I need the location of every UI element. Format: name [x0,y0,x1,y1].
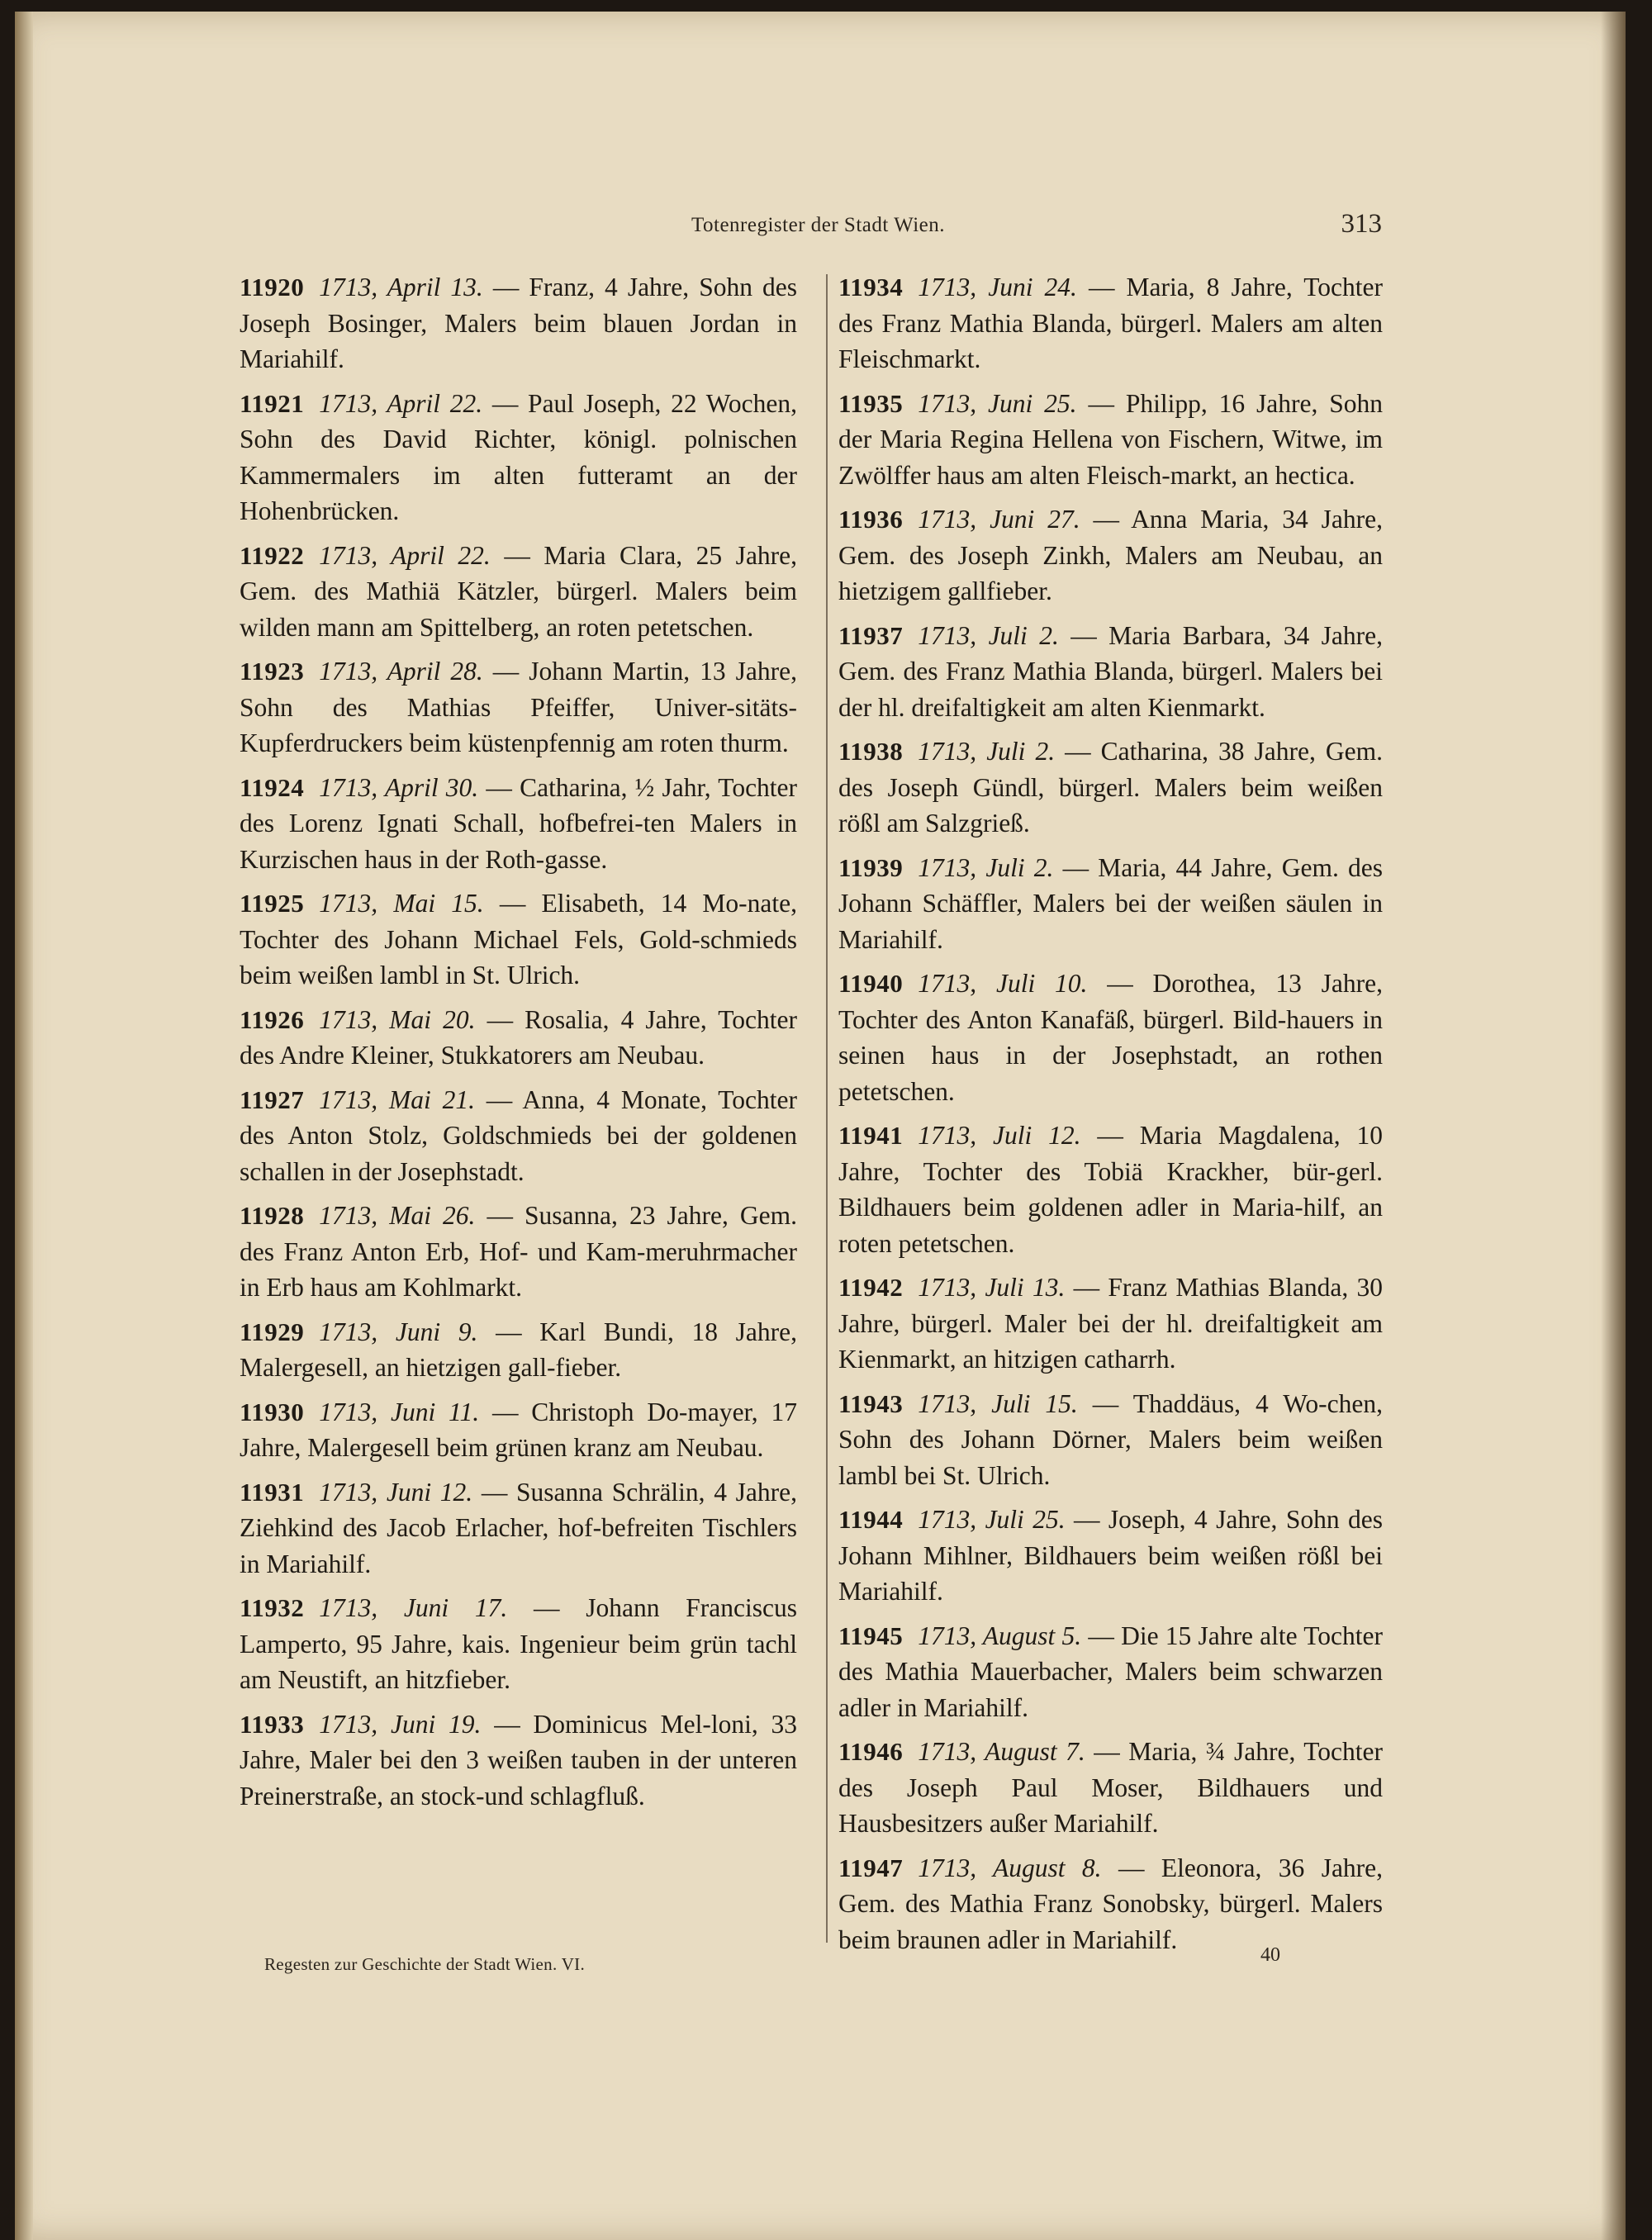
entry-text: — Joseph, 4 Jahre, Sohn des Johann Mihlner, Bildhauers beim weißen rößl bei Mariahilf. [838,1505,1383,1606]
entry-date: 1713, Juli 15. [918,1388,1078,1418]
entry-number: 11931 [240,1477,305,1507]
entry-date: 1713, April 28. [319,657,483,686]
entry-number: 11947 [838,1853,904,1882]
entry-date: 1713, Juli 2. [918,737,1056,766]
left-column [240,269,797,1822]
page-number: 313 [1341,209,1382,239]
register-entry [825,1502,1383,1610]
entry-text: — Philipp, 16 Jahre, Sohn der Maria Regina Hellena von Fischern, Witwe, im Zwölffer haus am alten Fleisch-markt, an hectica. [838,388,1384,490]
register-entry [240,1314,797,1386]
register-entry [825,1618,1383,1726]
entry-number: 11925 [240,889,305,918]
entry-date: 1713, Juni 25. [918,388,1077,418]
entry-date: 1713, Juni 19. [319,1709,482,1739]
entry-date: 1713, Juli 13. [918,1273,1066,1302]
entry-text: — Maria Barbara, 34 Jahre, Gem. des Franz Mathia Blanda, bürgerl. Malers bei der hl. dreifaltigkeit am alten Kienmarkt. [838,620,1383,722]
entry-date: 1713, Mai 21. [319,1084,475,1114]
register-entry [240,538,797,646]
entry-text: — Maria, 8 Jahre, Tochter des Franz Mathia Blanda, bürgerl. Malers am alten Fleischmarkt. [838,273,1384,373]
entry-text: — Christoph Do-mayer, 17 Jahre, Malergesell beim grünen kranz am Neubau. [240,1397,797,1462]
entry-text: — Franz Mathias Blanda, 30 Jahre, bürgerl. Maler bei der hl. dreifaltigkeit am Kienmarkt, an hitzigen catharrh. [838,1273,1383,1374]
entry-date: 1713, Juni 12. [319,1477,473,1507]
register-entry [825,1734,1383,1842]
entry-text: — Maria Clara, 25 Jahre, Gem. des Mathiä Kätzler, bürgerl. Malers beim wilden mann am Spittelberg, an roten petetschen. [240,540,798,642]
entry-text: — Elisabeth, 14 Mo-nate, Tochter des Johann Michael Fels, Gold-schmieds beim weißen lambl in St. Ulrich. [240,889,798,989]
entry-number: 11942 [838,1273,904,1302]
entry-text: — Paul Joseph, 22 Wochen, Sohn des David Richter, königl. polnischen Kammermalers im alten futteramt an der Hohenbrücken. [240,388,797,525]
entry-date: 1713, Juni 17. [319,1593,508,1622]
entry-number: 11943 [838,1388,904,1418]
entry-date: 1713, Mai 15. [319,889,484,918]
footer-series: Regesten zur Geschichte der Stadt Wien. VI. [264,1954,585,1974]
entry-text: — Catharina, ½ Jahr, Tochter des Lorenz Ignati Schall, hofbefrei-ten Malers in Kurzischen haus in der Roth-gasse. [240,772,798,874]
entry-number: 11946 [838,1737,904,1766]
entry-date: 1713, Juni 9. [319,1317,478,1346]
entry-date: 1713, April 22. [319,388,483,418]
entry-date: 1713, April 22. [319,540,491,570]
entry-text: — Catharina, 38 Jahre, Gem. des Joseph Gündl, bürgerl. Malers beim weißen rößl am Salzgrieß. [838,737,1383,838]
entry-text: — Die 15 Jahre alte Tochter des Mathia Mauerbacher, Malers beim schwarzen adler in Mariahilf. [838,1621,1384,1722]
register-entry [240,1002,797,1074]
register-entry [240,1082,797,1190]
entry-text: — Dominicus Mel-loni, 33 Jahre, Maler bei den 3 weißen tauben in der unteren Preinerstraße, an stock-und schlagfluß. [240,1709,798,1811]
entry-date: 1713, August 8. [918,1853,1102,1882]
entry-number: 11923 [240,657,305,686]
book-page [15,12,1626,2240]
entry-text: — Eleonora, 36 Jahre, Gem. des Mathia Franz Sonobsky, bürgerl. Malers beim braunen adler in Mariahilf. [838,1853,1384,1954]
entry-text: — Johann Martin, 13 Jahre, Sohn des Mathias Pfeiffer, Univer-sitäts-Kupferdruckers beim küstenpfennig am roten thurm. [240,657,798,757]
entry-number: 11926 [240,1004,305,1034]
register-entry [825,1118,1383,1261]
entry-text: — Rosalia, 4 Jahre, Tochter des Andre Kleiner, Stukkatorers am Neubau. [240,1004,798,1070]
entry-number: 11939 [838,852,904,882]
register-entry [240,885,797,994]
register-entry [240,1198,797,1306]
register-entry [825,1850,1383,1958]
register-entry [825,501,1383,610]
register-entry [825,386,1383,494]
entry-number: 11927 [240,1084,305,1114]
entry-number: 11920 [240,273,305,301]
page-edge-shadow [1601,12,1626,2240]
register-entry [240,770,797,878]
entry-number: 11932 [240,1593,305,1622]
entry-text: — Dorothea, 13 Jahre, Tochter des Anton Kanafäß, bürgerl. Bild-hauers in seinen haus in der Josephstadt, an rothen petetschen. [838,969,1383,1106]
register-entry [825,1386,1383,1494]
entry-number: 11935 [838,388,904,418]
entry-number: 11944 [838,1505,904,1534]
entry-date: 1713, Juni 27. [918,505,1080,534]
entry-date: 1713, August 5. [918,1621,1082,1650]
entry-number: 11922 [240,540,305,570]
running-title: Totenregister der Stadt Wien. [691,214,946,236]
entry-date: 1713, Juni 11. [319,1397,480,1426]
entry-text: — Susanna, 23 Jahre, Gem. des Franz Anton Erb, Hof- und Kam-meruhrmacher in Erb haus am Kohlmarkt. [240,1201,797,1302]
binding-gutter [15,12,33,2240]
entry-date: 1713, Mai 26. [319,1201,476,1230]
entry-number: 11945 [838,1621,904,1650]
entry-text: — Maria, 44 Jahre, Gem. des Johann Schäffler, Malers bei der weißen säulen in Mariahilf. [838,852,1383,954]
entry-date: 1713, August 7. [918,1737,1085,1766]
entry-number: 11941 [838,1121,904,1150]
register-entry [825,966,1383,1109]
entry-text: — Franz, 4 Jahre, Sohn des Joseph Bosinger, Malers beim blauen Jordan in Mariahilf. [240,273,797,373]
right-column [825,269,1383,1966]
register-entry [240,1394,797,1466]
entry-number: 11929 [240,1317,305,1346]
entry-date: 1713, Mai 20. [319,1004,476,1034]
entry-date: 1713, Juli 2. [918,852,1054,882]
entry-text: — Susanna Schrälin, 4 Jahre, Ziehkind des Jacob Erlacher, hof-befreiten Tischlers in Mariahilf. [240,1477,798,1578]
entry-date: 1713, Juli 12. [918,1121,1081,1150]
entry-date: 1713, April 30. [319,772,479,802]
entry-number: 11928 [240,1201,305,1230]
entry-text: — Thaddäus, 4 Wo-chen, Sohn des Johann Dörner, Malers beim weißen lambl bei St. Ulrich. [838,1388,1383,1490]
entry-date: 1713, April 13. [319,273,483,301]
entry-text: — Johann Franciscus Lamperto, 95 Jahre, kais. Ingenieur beim grün tachl am Neustift, an hitzfieber. [240,1593,797,1694]
entry-number: 11934 [838,273,904,301]
register-entry [240,1706,797,1815]
entry-number: 11924 [240,772,305,802]
entry-number: 11933 [240,1709,305,1739]
entry-text: — Anna, 4 Monate, Tochter des Anton Stolz, Goldschmieds bei der goldenen schallen in der Josephstadt. [240,1084,797,1186]
entry-number: 11921 [240,388,305,418]
running-header [254,209,1382,247]
entry-date: 1713, Juli 2. [918,620,1059,650]
register-entry [240,653,797,762]
register-entry [825,269,1383,377]
register-entry [240,386,797,529]
entry-text: — Maria, ¾ Jahre, Tochter des Joseph Paul Moser, Bildhauers und Hausbesitzers außer Mariahilf. [838,1737,1384,1838]
entry-number: 11936 [838,505,904,534]
entry-date: 1713, Juli 10. [918,969,1088,998]
entry-number: 11940 [838,969,904,998]
register-entry [825,850,1383,958]
register-entry [825,733,1383,842]
entry-number: 11937 [838,620,904,650]
register-entry [240,269,797,377]
entry-number: 11938 [838,737,904,766]
entry-text: — Anna Maria, 34 Jahre, Gem. des Joseph Zinkh, Malers am Neubau, an hietzigem gallfieber. [838,505,1384,605]
entry-text: — Maria Magdalena, 10 Jahre, Tochter des Tobiä Krackher, bür-gerl. Bildhauers beim goldenen adler in Maria-hilf, an roten petetschen. [838,1121,1383,1258]
entry-date: 1713, Juni 24. [918,273,1077,301]
register-entry [825,1269,1383,1378]
register-entry [825,618,1383,726]
entry-date: 1713, Juli 25. [918,1505,1066,1534]
entry-text: — Karl Bundi, 18 Jahre, Malergesell, an hietzigen gall-fieber. [240,1317,798,1382]
register-entry [240,1590,797,1698]
entry-number: 11930 [240,1397,305,1426]
register-entry [240,1474,797,1583]
signature-mark: 40 [1260,1944,1280,1966]
